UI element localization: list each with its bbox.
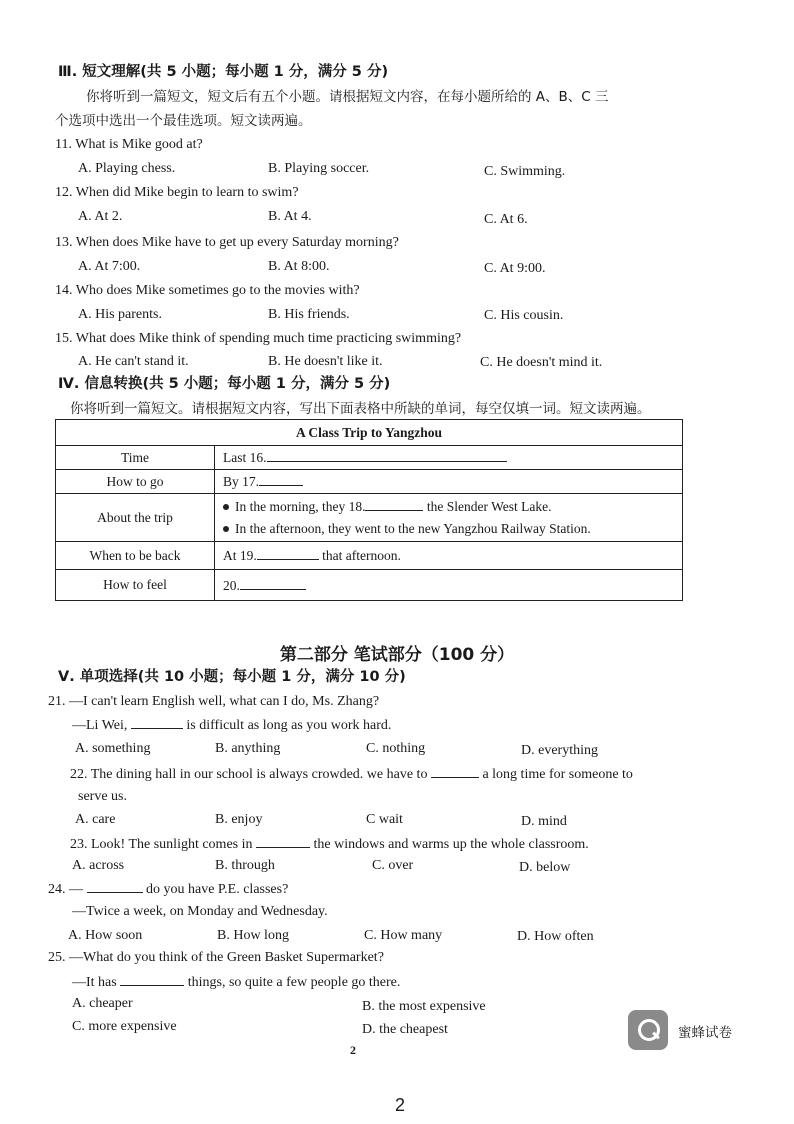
question-14: 14. Who does Mike sometimes go to the movies with? (55, 283, 360, 298)
q11-option-b: B. Playing soccer. (268, 161, 370, 176)
q13-option-c: C. At 9:00. (484, 261, 546, 276)
section-3-instruction-1: 你将听到一篇短文，短文后有五个小题。请根据短文内容，在每小题所给的 A、B、C 三 (86, 89, 609, 105)
q25-option-d: D. the cheapest (362, 1022, 448, 1037)
q23-option-c: C. over (372, 858, 414, 873)
row-value-how-to-go: By 17. (215, 470, 683, 494)
q24-option-c: C. How many (364, 928, 443, 943)
beehive-logo-icon (628, 1010, 668, 1050)
blank-25 (120, 973, 184, 986)
section-4-heading: Ⅳ. 信息转换(共 5 小题；每小题 1 分，满分 5 分) (58, 376, 391, 392)
section-4-instruction: 你将听到一篇短文。请根据短文内容，写出下面表格中所缺的单词，每空仅填一词。短文读两遍。 (70, 401, 651, 417)
part-2-title: 第二部分 笔试部分（100 分） (279, 645, 515, 665)
q25-option-a: A. cheaper (72, 996, 133, 1011)
q15-option-c: C. He doesn't mind it. (480, 355, 603, 370)
row-label-how-to-go: How to go (56, 470, 215, 494)
q15-option-a: A. He can't stand it. (78, 354, 189, 369)
question-11: 11. What is Mike good at? (55, 137, 203, 152)
q11-option-c: C. Swimming. (484, 164, 566, 179)
question-15: 15. What does Mike think of spending much time practicing swimming? (55, 331, 462, 346)
question-24-line-2: —Twice a week, on Monday and Wednesday. (72, 904, 328, 919)
table-title: A Class Trip to Yangzhou (56, 420, 683, 446)
blank-18 (365, 498, 423, 511)
q14-option-c: C. His cousin. (484, 308, 564, 323)
q23-option-b: B. through (215, 858, 275, 873)
q23-option-a: A. across (72, 858, 125, 873)
q21-option-a: A. something (75, 741, 151, 756)
question-22-line-2: serve us. (78, 789, 127, 804)
row-label-when-back: When to be back (56, 542, 215, 570)
q14-option-b: B. His friends. (268, 307, 350, 322)
q24-option-b: B. How long (217, 928, 289, 943)
q24-option-a: A. How soon (68, 928, 143, 943)
row-label-about-trip: About the trip (56, 494, 215, 542)
q15-option-b: B. He doesn't like it. (268, 354, 383, 369)
q12-option-a: A. At 2. (78, 209, 123, 224)
row-label-how-to-feel: How to feel (56, 570, 215, 601)
question-24-line-1: 24. — do you have P.E. classes? (48, 882, 289, 897)
question-25-line-1: 25. —What do you think of the Green Basket Supermarket? (48, 950, 384, 965)
q13-option-b: B. At 8:00. (268, 259, 330, 274)
q25-option-c: C. more expensive (72, 1019, 177, 1034)
question-13: 13. When does Mike have to get up every Saturday morning? (55, 235, 399, 250)
blank-22 (431, 765, 479, 778)
question-12: 12. When did Mike begin to learn to swim? (55, 185, 299, 200)
q14-option-a: A. His parents. (78, 307, 162, 322)
q22-option-a: A. care (75, 812, 116, 827)
question-21-line-2: —Li Wei, is difficult as long as you work hard. (72, 718, 392, 733)
q12-option-b: B. At 4. (268, 209, 312, 224)
question-25-line-2: —It has things, so quite a few people go there. (72, 975, 401, 990)
question-21-line-1: 21. —I can't learn English well, what can I do, Ms. Zhang? (48, 694, 380, 709)
section-3-heading: Ⅲ. 短文理解(共 5 小题；每小题 1 分，满分 5 分) (58, 64, 389, 80)
q25-option-b: B. the most expensive (362, 999, 486, 1014)
row-label-time: Time (56, 446, 215, 470)
q11-option-a: A. Playing chess. (78, 161, 176, 176)
page-number: 2 (395, 1095, 406, 1115)
q21-option-c: C. nothing (366, 741, 426, 756)
question-23-line-1: 23. Look! The sunlight comes in the windows and warms up the whole classroom. (70, 837, 589, 852)
q21-option-d: D. everything (521, 743, 598, 758)
section-3-instruction-2: 个选项中选出一个最佳选项。短文读两遍。 (55, 113, 312, 129)
q21-option-b: B. anything (215, 741, 281, 756)
blank-21 (131, 716, 183, 729)
blank-23 (256, 835, 310, 848)
brand-label: 蜜蜂试卷 (678, 1025, 732, 1041)
q13-option-a: A. At 7:00. (78, 259, 141, 274)
blank-20 (240, 577, 306, 590)
q22-option-b: B. enjoy (215, 812, 263, 827)
blank-16 (267, 449, 507, 462)
row-value-when-back: At 19. that afternoon. (215, 542, 683, 570)
q23-option-d: D. below (519, 860, 571, 875)
bullet-icon (223, 526, 229, 532)
bullet-icon (223, 504, 229, 510)
trip-info-table (55, 419, 683, 601)
section-5-heading: Ⅴ. 单项选择(共 10 小题；每小题 1 分，满分 10 分) (58, 669, 406, 685)
row-value-how-to-feel: 20. (215, 570, 683, 601)
question-22-line-1: 22. The dining hall in our school is always crowded. we have to a long time for someone to (70, 767, 633, 782)
page-number-small: 2 (350, 1043, 356, 1057)
blank-24 (87, 880, 143, 893)
q24-option-d: D. How often (517, 929, 594, 944)
blank-17 (259, 473, 303, 486)
blank-19 (257, 547, 319, 560)
q22-option-d: D. mind (521, 814, 567, 829)
row-value-time: Last 16. (215, 446, 683, 470)
q22-option-c: C wait (366, 812, 403, 827)
row-value-about-trip: In the morning, they 18. the Slender West Lake. In the afternoon, they went to the new Yangzhou Railway Station. (215, 494, 683, 542)
q12-option-c: C. At 6. (484, 212, 528, 227)
